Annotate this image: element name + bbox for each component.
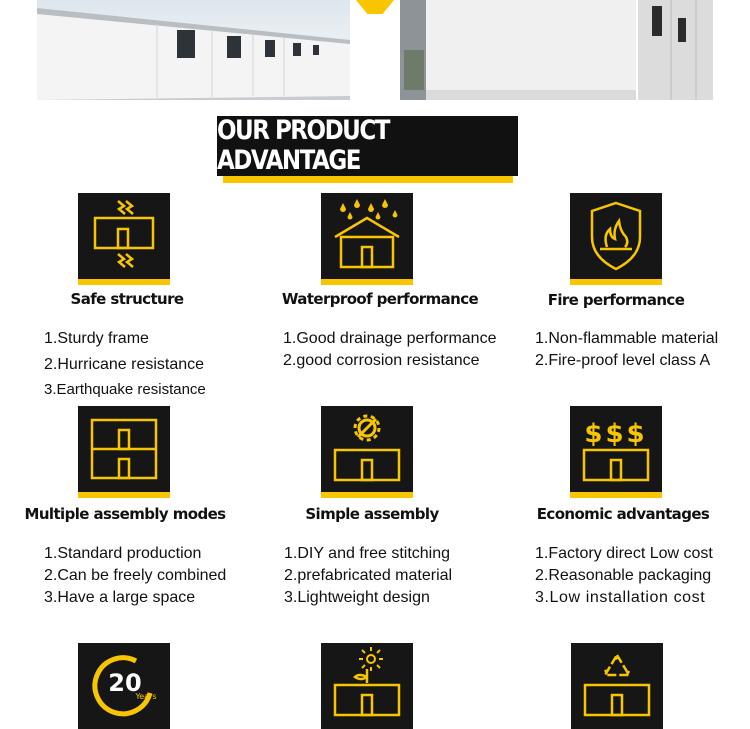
- badge-number: 20: [108, 669, 142, 697]
- feature-waterproof: [255, 193, 505, 408]
- feature-title: Simple assembly: [305, 505, 439, 523]
- product-photo-wall-panel: [400, 0, 636, 100]
- container-side-image: [638, 0, 713, 100]
- list-item: 1.Non-flammable material: [535, 330, 719, 347]
- list-item: 2.Reasonable packaging: [535, 567, 712, 584]
- twenty-years-badge-icon: [78, 643, 170, 729]
- gear-house-icon: [321, 406, 413, 498]
- recycle-house-icon: [571, 643, 663, 729]
- rain-house-icon: [321, 193, 413, 285]
- product-photo-container-side: [638, 0, 713, 100]
- feature-title: Fire performance: [547, 291, 685, 309]
- feature-list: [44, 328, 206, 401]
- feature-list: [535, 328, 718, 372]
- feature-list: [535, 543, 713, 609]
- list-item: 1.Sturdy frame: [44, 330, 149, 347]
- wall-panel-image: [400, 0, 636, 100]
- list-item: 1.Factory direct Low cost: [535, 545, 713, 562]
- list-item: 3.Low installation cost: [535, 589, 706, 606]
- list-item: 1.Standard production: [44, 545, 202, 562]
- list-item: 1.DIY and free stitching: [284, 545, 451, 562]
- dollar-house-icon: [570, 406, 662, 498]
- feature-title: Economic advantages: [536, 505, 710, 523]
- list-item: 2.prefabricated material: [284, 567, 453, 584]
- feature-multiple-assembly: [0, 406, 250, 606]
- banner-box: [217, 116, 518, 176]
- feature-title: Safe structure: [70, 290, 184, 308]
- fire-shield-icon: [570, 193, 662, 285]
- product-photo-container-row: [37, 0, 350, 100]
- badge-unit: Years: [135, 692, 157, 701]
- svg-text:$$$: $$$: [584, 419, 648, 449]
- feature-fire: [491, 193, 741, 408]
- container-row-image: [37, 0, 350, 100]
- list-item: 1.Good drainage performance: [283, 330, 497, 347]
- banner-title: OUR PRODUCT ADVANTAGE: [217, 116, 389, 176]
- section-banner: [217, 116, 518, 183]
- plant-house-icon: [321, 643, 413, 729]
- stacked-house-icon: [78, 406, 170, 498]
- earthquake-resistant-house-icon: [78, 193, 170, 285]
- list-item: 3.Earthquake resistance: [44, 381, 206, 398]
- list-item: 2.Can be freely combined: [44, 567, 227, 584]
- list-item: 2.good corrosion resistance: [283, 352, 480, 369]
- feature-list: [283, 328, 496, 372]
- feature-economic: [498, 406, 748, 606]
- list-item: 3.Lightweight design: [284, 589, 430, 606]
- feature-list: [44, 543, 226, 609]
- feature-title: Waterproof performance: [281, 290, 479, 308]
- feature-safe-structure: [2, 193, 252, 408]
- list-item: 2.Fire-proof level class A: [535, 352, 711, 369]
- feature-simple-assembly: [247, 406, 497, 606]
- decorative-yellow-tab: [356, 0, 394, 14]
- list-item: 3.Have a large space: [44, 589, 196, 606]
- feature-title: Multiple assembly modes: [24, 505, 226, 523]
- feature-list: [284, 543, 452, 609]
- list-item: 2.Hurricane resistance: [44, 356, 205, 373]
